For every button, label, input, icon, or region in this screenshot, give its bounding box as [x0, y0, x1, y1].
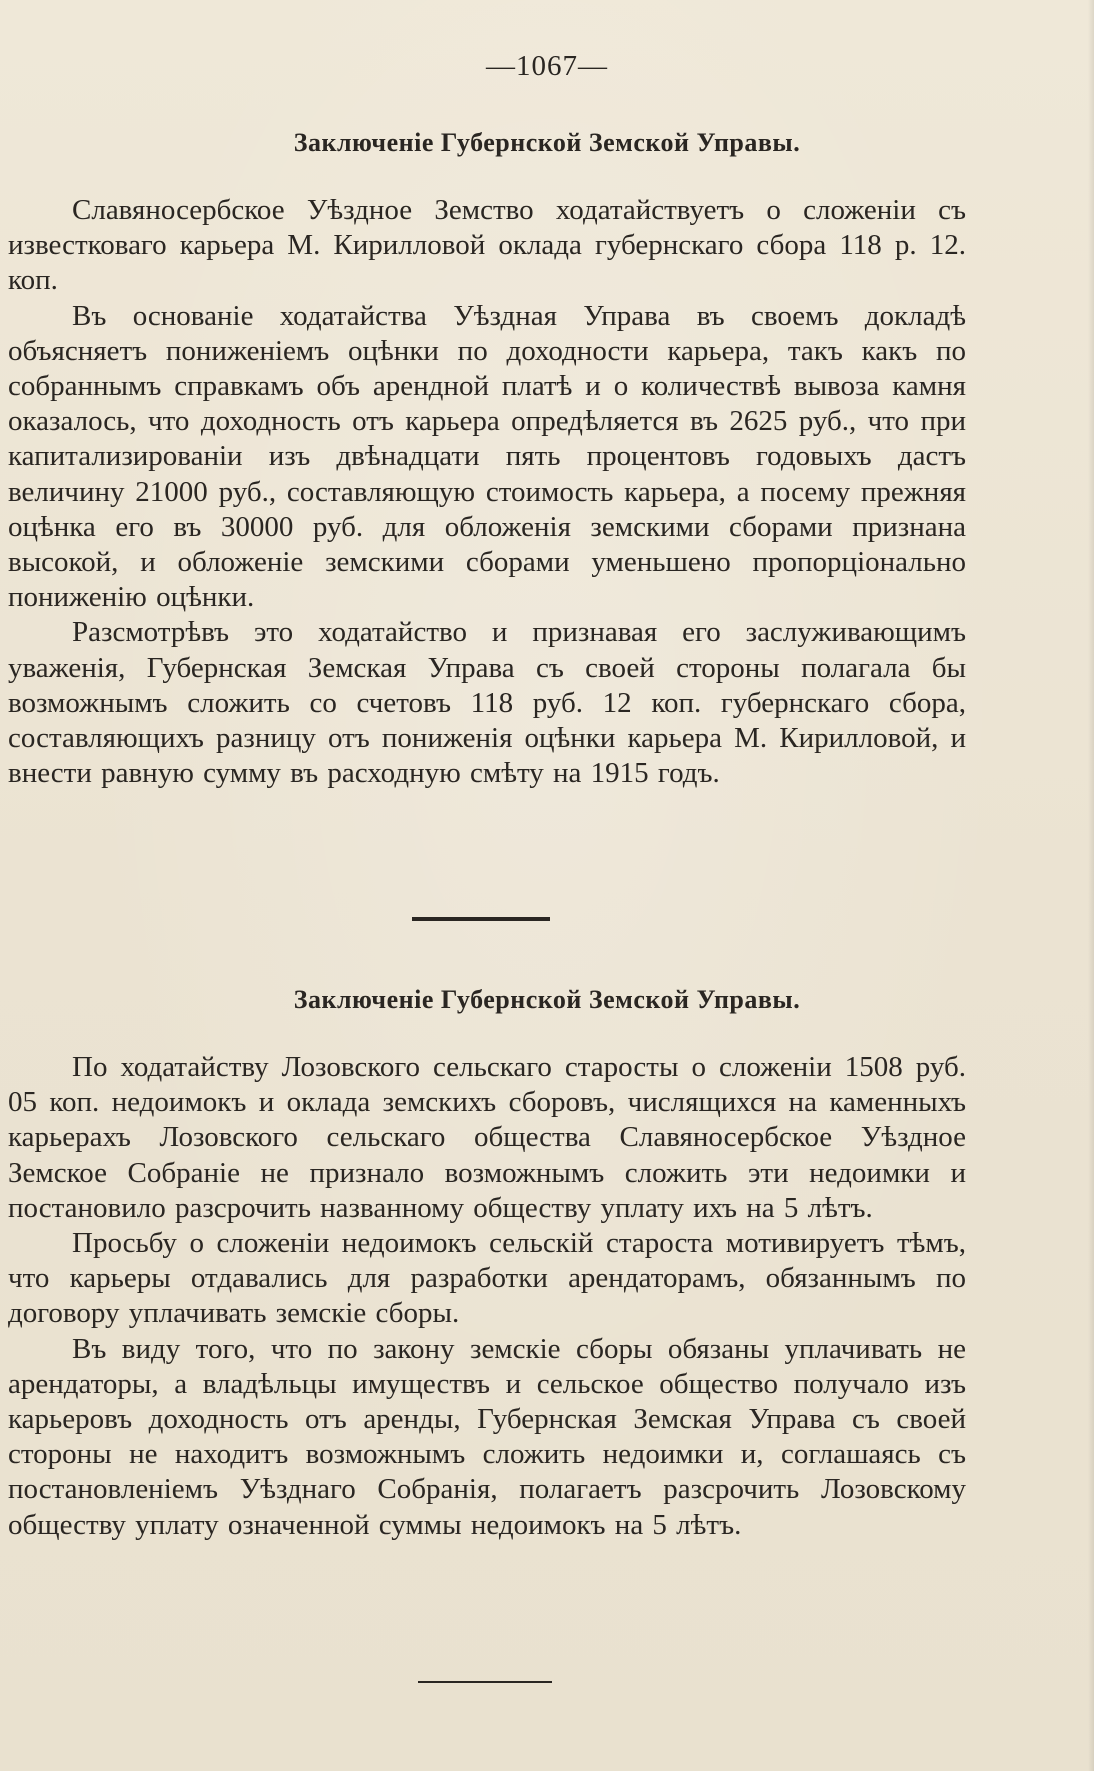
- paragraph: Въ виду того, что по закону земскіе сборы обязаны уплачивать не арендаторы, а владѣльцы имуществъ и сельское общество получало изъ карьеровъ доходность отъ аренды, Губернская Земская Управа съ своей стороны не находитъ возможнымъ сложить недоимки и, соглашаясь съ постановленіемъ Уѣзднаго Собранія, полагаетъ разсрочить Лозовскому обществу уплату означенной суммы недоимокъ на 5 лѣтъ.: [8, 1332, 966, 1541]
- section-divider: [412, 917, 550, 921]
- section-body-1: [8, 193, 966, 791]
- paragraph: Просьбу о сложеніи недоимокъ сельскій староста мотивируетъ тѣмъ, что карьеры отдавались для разработки арендаторамъ, обязаннымъ по договору уплачивать земскіе сборы.: [8, 1227, 966, 1330]
- paragraph: По ходатайству Лозовского сельскаго старосты о сложеніи 1508 руб. 05 коп. недоимокъ и оклада земскихъ сборовъ, числящихся на каменныхъ карьерахъ Лозовского сельскаго общества Славяносербское Уѣздное Земское Собраніе не признало возможнымъ сложить эти недоимки и постановило разсрочить названному обществу уплату ихъ на 5 лѣтъ.: [8, 1051, 966, 1224]
- page-edge-shadow: [1088, 0, 1094, 1771]
- paragraph: Въ основаніе ходатайства Уѣздная Управа въ своемъ докладѣ объясняетъ пониженіемъ оцѣнки по доходности карьера, такъ какъ по собраннымъ справкамъ объ арендной платѣ и о количествѣ вывоза камня оказалось, что доходность отъ карьера опредѣляется въ 2625 руб., что при капитализированіи изъ двѣнадцати пять процентовъ годовыхъ дастъ величину 21000 руб., составляющую стоимость карьера, а посему прежняя оцѣнка его въ 30000 руб. для обложенія земскими сборами признана высокой, и обложеніе земскими сборами уменьшено пропорціонально пониженію оцѣнки.: [8, 299, 966, 614]
- paragraph: Славяносербское Уѣздное Земство ходатайствуетъ о сложеніи съ известковаго карьера М. Кирилловой оклада губернскаго сбора 118 р. 12. коп.: [8, 194, 966, 297]
- paragraph: Разсмотрѣвъ это ходатайство и признавая его заслуживающимъ уваженія, Губернская Земская Управа съ своей стороны полагала бы возможнымъ сложить со счетовъ 118 руб. 12 коп. губернскаго сбора, составляющихъ разницу отъ пониженія оцѣнки карьера М. Кирилловой, и внести равную сумму въ расходную смѣту на 1915 годъ.: [8, 616, 966, 790]
- section-title-1: Заключеніе Губернской Земской Управы.: [293, 128, 801, 157]
- page-number: —1067—: [486, 50, 608, 82]
- section-title-2: Заключеніе Губернской Земской Управы.: [293, 985, 801, 1014]
- section-body-2: [8, 1050, 966, 1543]
- end-divider: [418, 1681, 552, 1683]
